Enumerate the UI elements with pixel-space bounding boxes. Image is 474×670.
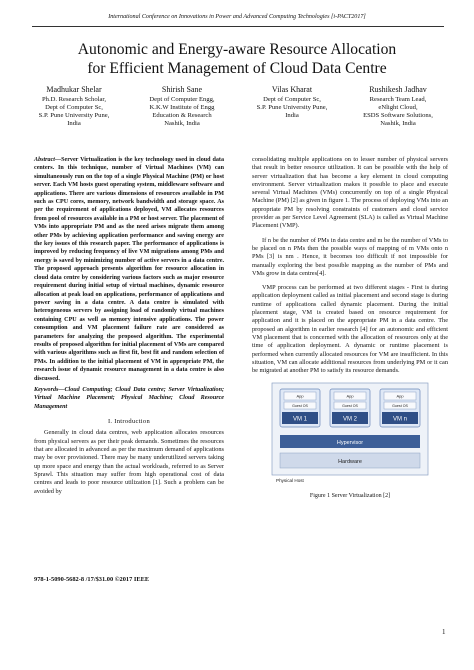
- abstract: [34, 156, 224, 383]
- author-name: Vilas Kharat: [271, 85, 313, 94]
- right-column: [252, 156, 448, 501]
- title-line-2: for Efficient Management of Cloud Data Centre: [87, 60, 387, 77]
- figure-caption: Figure 1 Server Virtualization [2]: [309, 492, 391, 499]
- author-affiliation-line: Dept of Computer Engg,: [149, 96, 215, 103]
- author-affiliation-line: Education & Research: [152, 112, 212, 120]
- vm-app-label: App: [296, 393, 304, 399]
- author-affiliation-line: India: [285, 112, 299, 120]
- running-head: International Conference on Innovations in Power and Advanced Computing Technologies [i-PACT2017]: [108, 14, 366, 20]
- author-affiliation-line: Nashik, India: [380, 120, 416, 128]
- page-number: 1: [442, 628, 446, 636]
- hypervisor-label: Hypervisor: [336, 440, 364, 447]
- author-3: [242, 85, 342, 120]
- abstract-label: Abstract: [34, 157, 55, 163]
- body-paragraph-1: consolidating multiple applications on to lesser number of physical servers that result in better resource utilization. It can be possible with the help of server virtualization that has become a key element in cloud computing environment. Server virtualization makes it possible to place and execute several Virtual Machines (VMs) concurrently on top of a single Physical Machine (PM) [2] as given in figure 1. The process of deploying VMs into an appropriate PM by resolving constraints of customers and cloud service provider as per Service Level Agreement (SLA) is called as Virtual Machine Placement (VMP).: [252, 156, 448, 230]
- author-1: [24, 85, 124, 128]
- footer-isbn: 978-1-5090-5682-8 /17/$31.00 ©2017 IEEE: [34, 576, 150, 583]
- vm-n: [380, 389, 420, 427]
- body-paragraph-2: If n be the number of PMs in data centre and m be the number of VMs to be placed on n PMs then the possible ways of mapping of m VMs onto n PMs [3] is nm . Hence, it becomes too difficult if not impossible for manually exploring the best possible mapping as the number of PMs and VMs grow in data centres[4].: [252, 236, 448, 277]
- author-name: Madhukar Shelar: [46, 85, 102, 94]
- figure-server-virtualization: [270, 381, 430, 501]
- author-affiliation-line: Research Team Lead,: [369, 96, 427, 103]
- author-affiliation-line: Nashik, India: [164, 120, 200, 128]
- author-affiliation-line: Dept of Computer Sc,: [45, 104, 103, 112]
- author-4: [346, 85, 450, 128]
- keywords-label: Keywords: [34, 386, 59, 393]
- left-column: [34, 156, 224, 502]
- vm-label: VM n: [392, 416, 408, 423]
- paper-title: [20, 40, 454, 78]
- vm-guest-os-label: Guest OS: [292, 404, 308, 409]
- author-2: [132, 85, 232, 128]
- introduction-paragraph: Generally in cloud data centres, web application allocates resources from physical servers as per their peak demands. Sometimes the resources that are allocated in advanced as per the maximum demand of applications may be over provisioned. There may be many underutilized servers taking up more space and energy than the actual workloads, referred to as Server Sprawl. This situation may suffer from high operational cost of data centres and leads to poor resource utilization [1]. Such a problem can be avoided by: [34, 429, 224, 495]
- author-affiliation-line: ESDS Software Solutions,: [363, 112, 433, 120]
- author-affiliation-line: K.K.W Institute of Engg: [149, 104, 215, 112]
- vm-app-label: App: [346, 393, 354, 399]
- hardware-label: Hardware: [338, 459, 362, 466]
- author-affiliation-line: eNlight Cloud,: [378, 104, 418, 112]
- title-line-1: Autonomic and Energy-aware Resource Allocation: [77, 41, 397, 58]
- server-virtualization-diagram: [270, 381, 430, 485]
- vm-label: VM 1: [292, 416, 308, 423]
- author-affiliation-line: S.P. Pune University Pune,: [256, 104, 328, 112]
- author-name: Rushikesh Jadhav: [369, 85, 427, 94]
- section-heading-introduction: I. Introduction: [107, 418, 151, 426]
- author-affiliation-line: S.P. Pune University Pune,: [38, 112, 110, 120]
- vm-2: [330, 389, 370, 427]
- header-rule: [32, 26, 444, 27]
- body-paragraph-3: VMP process can be performed at two different stages - First is during application deployment called as initial placement and second stage is during runtime of applications called dynamic placement. During the initial placement stage, VM is created based on resource requirement for application and it is placed on the appropriate PM in a data centre. The proposed an algorithm in earlier research [4] for an autonomic and efficient VM placement that is concerned with the allocation of resources only at the time of application deployment. A dynamic or runtime placement is performed when currently allocated resources for VM are insufficient. In this situation, VM can allocate additional resources from underlying PM or it can be migrated at another PM to satisfy its resource demands.: [252, 284, 448, 375]
- vm-app-label: App: [396, 393, 404, 399]
- vm-guest-os-label: Guest OS: [342, 404, 358, 409]
- author-name: Shirish Sane: [161, 85, 203, 94]
- abstract-text: —Server Virtualization is the key technology used in cloud data centers. In this technique, number of Virtual Machines (VM) can simultaneously run on the top of a single Physical Machine (PM) or host server. Each VM hosts guest operating system, middleware software and applications. There are various dimensions of resources available in PM such as CPU cores, memory, network bandwidth and storage space. As per the requirement of applications deployed, VM allocates resources from pool of resources available in a PM or host server. The placement of VMs into appropriate PM and as the need arises migrate them among other PMs by achieving application performance and saving energy are the key issues of this research paper. The performance of applications is improved by reducing frequency of live VM migrations among PMs and energy is saved by minimizing number of active servers in a data centre. The proposed approach presents algorithm for resource allocation in cloud data centre by considering various factors such as major resource requirement during initial setup of virtual machines, dynamic resource allocation at peak load on applications, performance of applications and power saving in a data centre. A data centre is simulated with heterogeneous servers by assigning load of randomly virtual machines containing CPU as well as memory intensive applications. The power consumption and VM placement failure rate are considered as parameters for analyzing the proposed algorithm. The experimental results of proposed algorithm for initial placement of VMs are compared with various algorithms such as first fit, best fit and random selection of PMs. In addition to the initial placement of VM in appropriate PM, the research issue of dynamic resource management in a data centre is also discussed.: [34, 157, 224, 382]
- vm-1: [280, 389, 320, 427]
- keywords: [34, 386, 224, 411]
- physical-host-label: Physical Host: [276, 478, 304, 484]
- vm-guest-os-label: Guest OS: [392, 404, 408, 409]
- author-affiliation-line: Ph.D. Research Scholar,: [41, 96, 106, 103]
- author-affiliation-line: India: [67, 120, 81, 128]
- author-affiliation-line: Dept of Computer Sc,: [263, 96, 321, 103]
- vm-label: VM 2: [342, 416, 358, 423]
- keywords-text: —Cloud Computing; Cloud Data centre; Server Virtualization; Virtual Machine Placement; Physical Machine; Cloud Resource Management: [34, 386, 224, 410]
